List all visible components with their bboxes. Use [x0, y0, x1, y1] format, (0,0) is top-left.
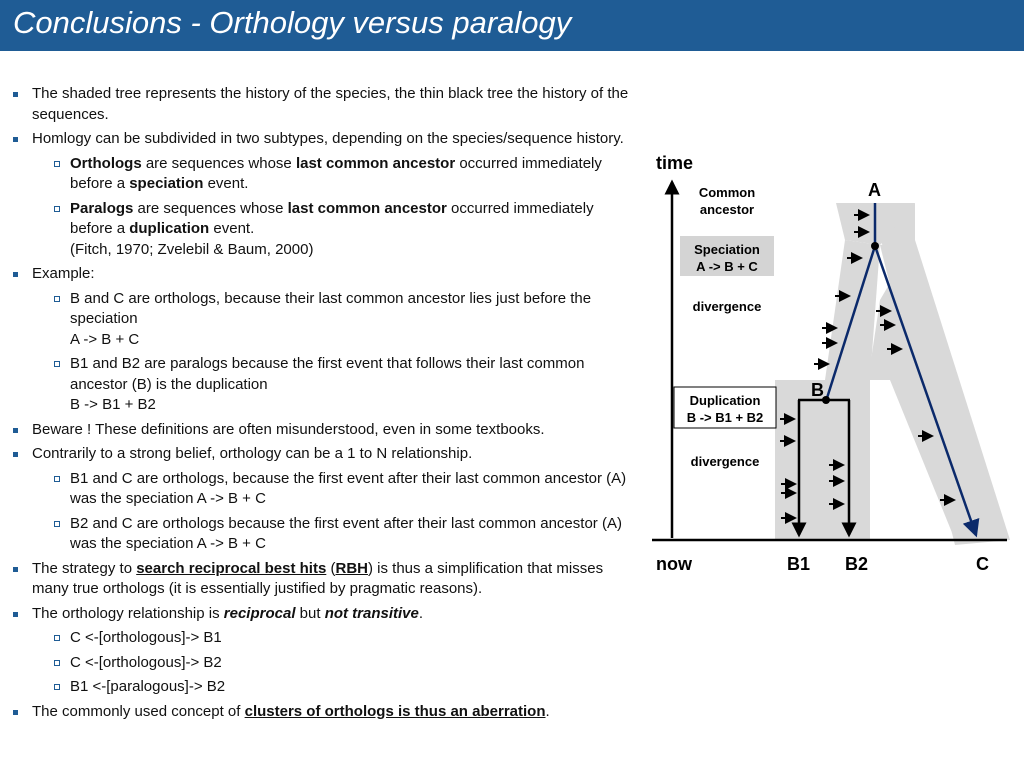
bullet-example: Example:	[13, 264, 638, 285]
duplication-label-2: B -> B1 + B2	[686, 410, 764, 425]
node-a-label: A	[868, 180, 881, 200]
leaf-b1-label: B1	[787, 554, 811, 574]
speciation-label-2: A -> B + C	[696, 259, 758, 274]
divergence-label-1: divergence	[692, 299, 762, 314]
sub-bullet-c-b2: C <-[orthologous]-> B2	[13, 653, 638, 674]
rbh-abbrev: RBH	[335, 559, 368, 577]
bullet-reciprocal: The orthology relationship is reciprocal but not transitive.	[13, 604, 638, 625]
bullet-clusters: The commonly used concept of clusters of orthologs is thus an aberration.	[13, 702, 638, 723]
sub-bullet-b1-b2: B1 <-[paralogous]-> B2	[13, 677, 638, 698]
bullet-one-to-n: Contrarily to a strong belief, orthology can be a 1 to N relationship.	[13, 444, 638, 465]
sub-bullet-paralogs: Paralogs are sequences whose last common ancestor occurred immediately before a duplication event. (Fitch, 1970; Zvelebil & Baum, 2000)	[13, 199, 638, 261]
leaf-c-label: C	[976, 554, 989, 574]
slide-title: Conclusions - Orthology versus paralogy	[13, 5, 572, 40]
sub-bullet-b1-b2-paralogs: B1 and B2 are paralogs because the first event that follows their last common ancestor (B) is the duplication B -> B1 + B2	[13, 354, 638, 416]
common-ancestor-label-1: Common	[698, 185, 756, 200]
species-tree-b-block	[775, 380, 870, 540]
title-bar	[0, 0, 1024, 51]
sub-bullet-orthologs: Orthologs are sequences whose last common ancestor occurred immediately before a speciation event.	[13, 154, 638, 195]
speciation-label-1: Speciation	[694, 242, 760, 257]
sub-bullet-c-b1: C <-[orthologous]-> B1	[13, 628, 638, 649]
sub-bullet-b-c-orthologs: B and C are orthologs, because their last common ancestor lies just before the speciation A -> B + C	[13, 289, 638, 351]
citation: (Fitch, 1970; Zvelebil & Baum, 2000)	[70, 240, 314, 258]
divergence-label-2: divergence	[690, 454, 760, 469]
time-label: time	[656, 153, 694, 173]
bullet-list	[13, 84, 638, 726]
bullet-homology: Homlogy can be subdivided in two subtypes, depending on the species/sequence history.	[13, 129, 638, 150]
sub-bullet-b2-c: B2 and C are orthologs because the first event after their last common ancestor (A) was the speciation A -> B + C	[13, 514, 638, 555]
node-b-label: B	[811, 380, 824, 400]
rbh-term: search reciprocal best hits	[136, 559, 327, 577]
bullet-rbh: The strategy to search reciprocal best hits (RBH) is thus a simplification that misses many true orthologs (it is essentially justified by pragmatic reasons).	[13, 559, 638, 600]
bullet-beware: Beware ! These definitions are often misunderstood, even in some textbooks.	[13, 420, 638, 441]
species-tree	[775, 203, 1010, 545]
leaf-b2-label: B2	[845, 554, 869, 574]
bullet-shaded-tree: The shaded tree represents the history of the species, the thin black tree the history of the sequences.	[13, 84, 638, 125]
common-ancestor-label-2: ancestor	[699, 202, 755, 217]
now-label: now	[656, 554, 692, 574]
duplication-label-1: Duplication	[689, 393, 761, 408]
orthology-diagram	[640, 140, 1020, 580]
sub-bullet-b1-c: B1 and C are orthologs, because the first event after their last common ancestor (A) was the speciation A -> B + C	[13, 469, 638, 510]
node-a-dot	[871, 242, 879, 250]
